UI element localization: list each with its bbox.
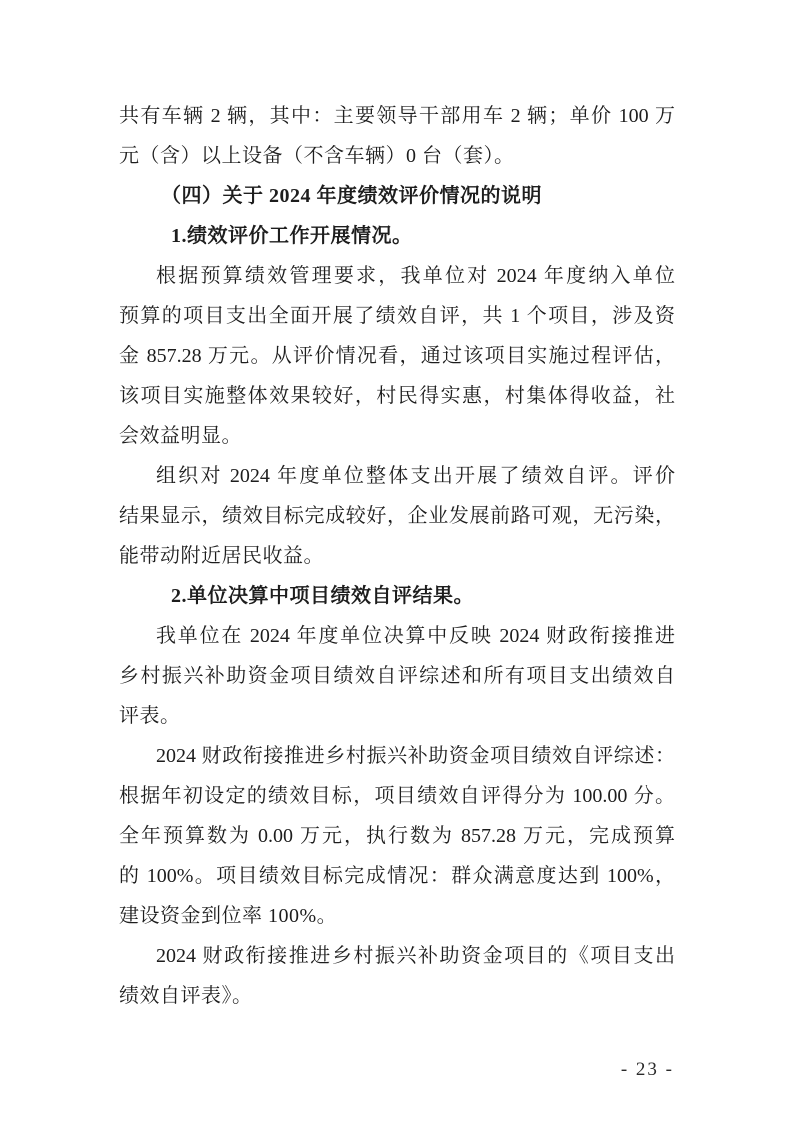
doc-line: 评表。 (119, 705, 181, 727)
doc-line: 绩效自评表》。 (119, 985, 253, 1007)
doc-line: 的 100%。项目绩效目标完成情况：群众满意度达到 100%， (119, 865, 675, 887)
doc-line: 预算的项目支出全面开展了绩效自评，共 1 个项目，涉及资 (119, 305, 675, 327)
doc-line: 2024 财政衔接推进乡村振兴补助资金项目绩效自评综述： (156, 745, 675, 767)
doc-line: 根据预算绩效管理要求，我单位对 2024 年度纳入单位 (156, 265, 675, 287)
subsection-heading: 2.单位决算中项目绩效自评结果。 (171, 585, 474, 607)
doc-line: 结果显示，绩效目标完成较好，企业发展前路可观，无污染， (119, 505, 675, 527)
doc-line: 组织对 2024 年度单位整体支出开展了绩效自评。评价 (156, 465, 675, 487)
doc-line: 建设资金到位率 100%。 (119, 905, 338, 927)
doc-line: 元（含）以上设备（不含车辆）0 台（套）。 (119, 145, 515, 167)
page-number: - 23 - (620, 1059, 674, 1080)
doc-line: 会效益明显。 (119, 425, 242, 447)
section-heading: （四）关于 2024 年度绩效评价情况的说明 (161, 185, 542, 207)
doc-line: 根据年初设定的绩效目标，项目绩效自评得分为 100.00 分。 (119, 785, 675, 807)
doc-line: 金 857.28 万元。从评价情况看，通过该项目实施过程评估， (119, 345, 675, 367)
subsection-heading: 1.绩效评价工作开展情况。 (171, 225, 413, 247)
doc-line: 能带动附近居民收益。 (119, 545, 324, 567)
doc-line: 2024 财政衔接推进乡村振兴补助资金项目的《项目支出 (156, 945, 675, 967)
doc-line: 该项目实施整体效果较好，村民得实惠，村集体得收益，社 (119, 385, 675, 407)
doc-line: 全年预算数为 0.00 万元，执行数为 857.28 万元，完成预算 (119, 825, 675, 847)
doc-line: 共有车辆 2 辆，其中：主要领导干部用车 2 辆；单价 100 万 (119, 105, 675, 127)
doc-line: 乡村振兴补助资金项目绩效自评综述和所有项目支出绩效自 (119, 665, 675, 687)
doc-line: 我单位在 2024 年度单位决算中反映 2024 财政衔接推进 (156, 625, 675, 647)
document-body (119, 96, 675, 1016)
